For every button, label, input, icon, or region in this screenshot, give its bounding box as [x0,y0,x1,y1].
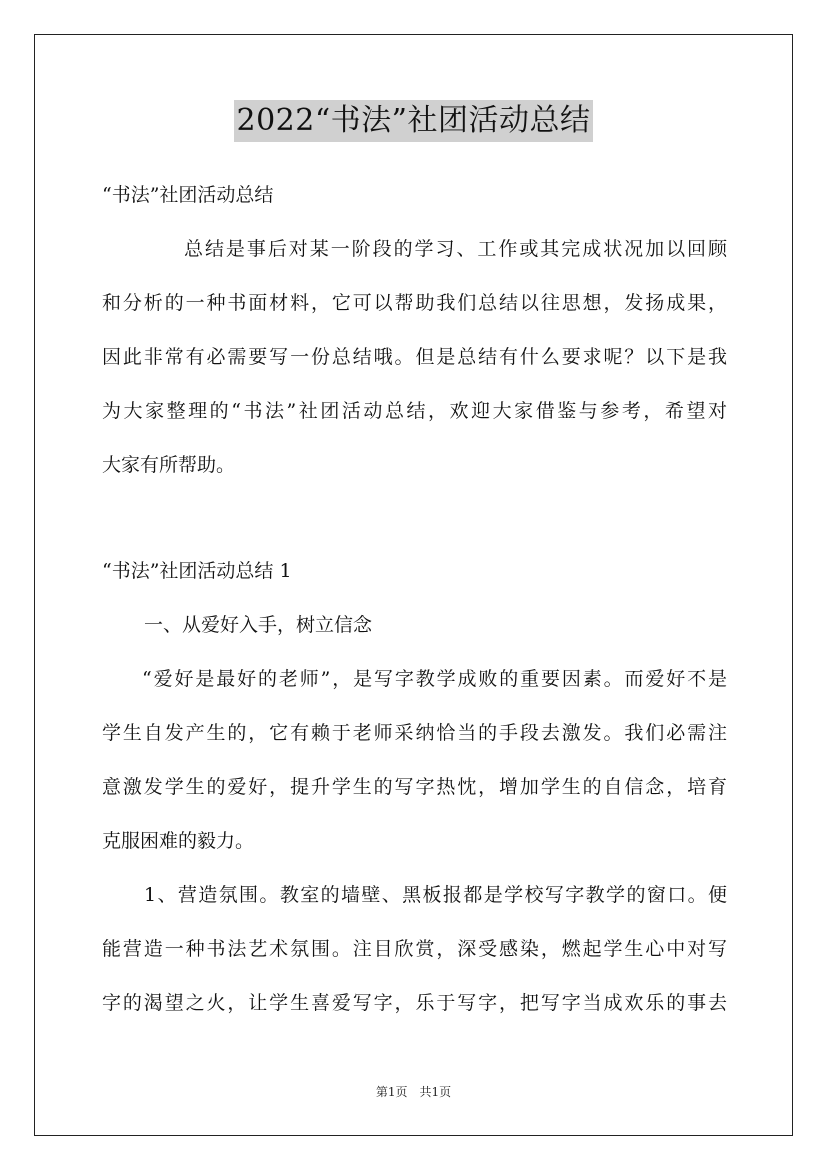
paragraph-line: 1、营造氛围。教室的墙壁、黑板报都是学校写字教学的窗口。便 [144,884,727,906]
document-subtitle: “书法”社团活动总结 [102,184,274,206]
intro-line: 为大家整理的“书法”社团活动总结，欢迎大家借鉴与参考，希望对 [102,400,727,422]
paragraph-line: 意激发学生的爱好，提升学生的写字热忱，增加学生的自信念，培育 [102,776,727,798]
section-subheading: 一、从爱好入手，树立信念 [144,614,373,636]
page-number-footer: 第1页 共1页 [375,1085,452,1099]
intro-line: 因此非常有必需要写一份总结哦。但是总结有什么要求呢？以下是我 [102,346,727,368]
section-gap [102,492,727,544]
paragraph-line: 克服困难的毅力。 [102,830,255,852]
section-heading: “书法”社团活动总结 1 [102,560,292,582]
intro-line: 和分析的一种书面材料，它可以帮助我们总结以往思想，发扬成果， [102,292,727,314]
paragraph-line: “爱好是最好的老师”，是写字教学成败的重要因素。而爱好不是 [142,668,727,690]
document-title [0,100,827,142]
document-body [102,168,727,1030]
paragraph-line: 学生自发产生的，它有赖于老师采纳恰当的手段去激发。我们必需注 [102,722,727,744]
paragraph-line: 能营造一种书法艺术氛围。注目欣赏，深受感染，燃起学生心中对写 [102,938,727,960]
intro-line: 总结是事后对某一阶段的学习、工作或其完成状况加以回顾 [184,238,727,260]
paragraph-line: 字的渴望之火，让学生喜爱写字，乐于写字，把写字当成欢乐的事去 [102,992,727,1014]
intro-line: 大家有所帮助。 [102,454,236,476]
document-title-text: 2022“书法”社团活动总结 [234,100,592,142]
